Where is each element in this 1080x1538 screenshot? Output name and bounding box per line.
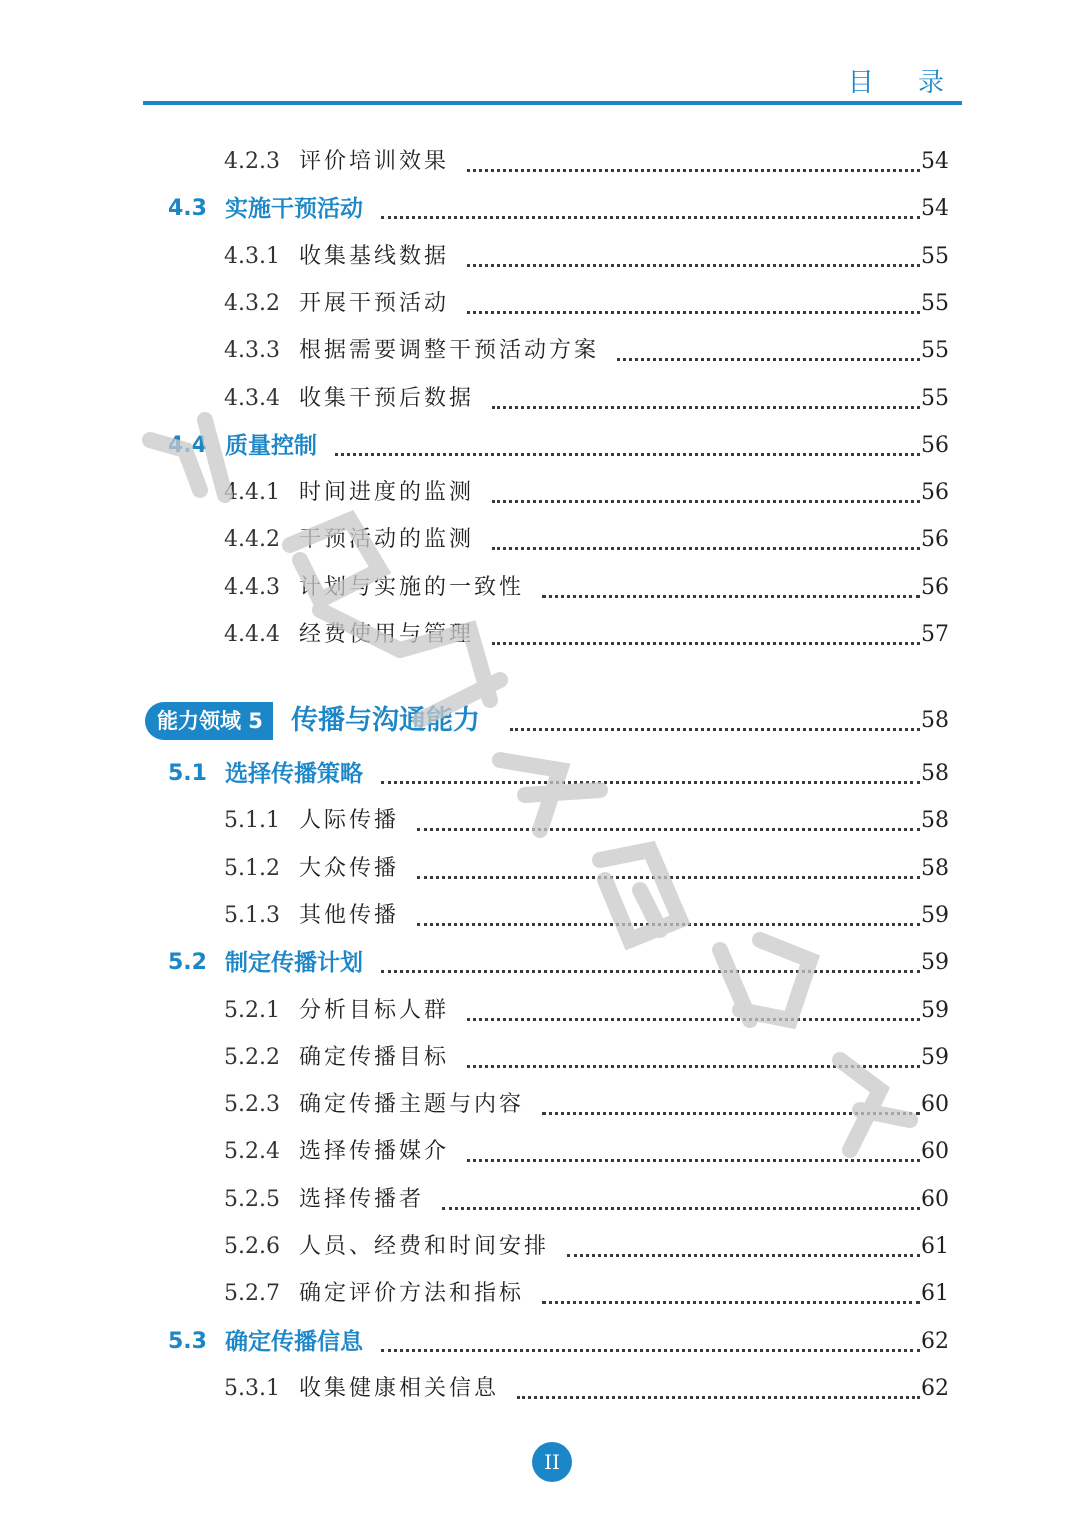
entry-title: 确定传播主题与内容 bbox=[299, 1092, 525, 1118]
entry-title: 干预活动的监测 bbox=[299, 527, 475, 553]
entry-number: 5.2.4 bbox=[224, 1139, 280, 1165]
entry-page: 57 bbox=[921, 622, 949, 647]
entry-page: 58 bbox=[921, 808, 949, 834]
entry-number: 4.3 bbox=[168, 196, 207, 222]
subsection-entry[interactable] bbox=[0, 520, 1080, 560]
entry-title: 人际传播 bbox=[299, 808, 400, 834]
entry-title: 开展干预活动 bbox=[299, 290, 450, 316]
subsection-entry[interactable] bbox=[0, 1180, 1080, 1220]
entry-number: 5.2.2 bbox=[224, 1044, 280, 1070]
entry-title: 收集健康相关信息 bbox=[299, 1375, 500, 1401]
entry-title: 选择传播者 bbox=[299, 1186, 425, 1212]
entry-number: 5.3.1 bbox=[224, 1375, 280, 1401]
dot-leader bbox=[417, 923, 920, 926]
entry-number: 5.1.2 bbox=[224, 855, 280, 881]
dot-leader bbox=[335, 453, 920, 456]
entry-number: 5.2.7 bbox=[224, 1281, 280, 1307]
dot-leader bbox=[381, 970, 920, 973]
dot-leader bbox=[492, 406, 920, 409]
subsection-entry[interactable] bbox=[0, 1227, 1080, 1267]
entry-number: 5.2.6 bbox=[224, 1234, 280, 1259]
entry-page: 59 bbox=[921, 997, 949, 1023]
entry-page: 54 bbox=[921, 149, 949, 174]
chapter-title: 传播与沟通能力 bbox=[291, 705, 480, 736]
entry-page: 54 bbox=[921, 196, 949, 222]
entry-number: 4.4.2 bbox=[224, 527, 280, 553]
chapter-page: 58 bbox=[921, 708, 949, 733]
entry-title: 确定评价方法和指标 bbox=[299, 1281, 525, 1307]
chapter-entry[interactable] bbox=[0, 700, 1080, 746]
dot-leader bbox=[492, 500, 920, 503]
subsection-entry[interactable] bbox=[0, 568, 1080, 608]
entry-title: 收集干预后数据 bbox=[299, 385, 475, 411]
entry-title: 评价培训效果 bbox=[299, 149, 450, 174]
dot-leader bbox=[510, 728, 920, 731]
entry-title: 其他传播 bbox=[299, 902, 400, 928]
entry-page: 55 bbox=[921, 385, 949, 411]
entry-title: 根据需要调整干预活动方案 bbox=[299, 338, 600, 364]
entry-title: 制定传播计划 bbox=[225, 950, 363, 977]
subsection-entry[interactable] bbox=[0, 615, 1080, 655]
dot-leader bbox=[542, 595, 920, 598]
entry-page: 61 bbox=[921, 1281, 949, 1307]
entry-title: 大众传播 bbox=[299, 855, 400, 881]
chapter-badge: 能力领域 5 bbox=[145, 702, 273, 740]
subsection-entry[interactable] bbox=[0, 1085, 1080, 1125]
subsection-entry[interactable] bbox=[0, 379, 1080, 419]
entry-page: 56 bbox=[921, 480, 949, 506]
entry-number: 4.4.1 bbox=[224, 480, 280, 506]
dot-leader bbox=[381, 216, 920, 219]
entry-page: 56 bbox=[921, 574, 949, 600]
entry-number: 5.1 bbox=[168, 761, 207, 786]
subsection-entry[interactable] bbox=[0, 1132, 1080, 1172]
entry-page: 62 bbox=[921, 1328, 949, 1354]
entry-title: 收集基线数据 bbox=[299, 243, 450, 269]
dot-leader bbox=[417, 876, 920, 879]
dot-leader bbox=[517, 1396, 920, 1399]
subsection-entry[interactable] bbox=[0, 284, 1080, 324]
subsection-entry[interactable] bbox=[0, 142, 1080, 182]
entry-number: 4.2.3 bbox=[224, 149, 280, 174]
entry-number: 4.4.4 bbox=[224, 622, 280, 647]
entry-page: 62 bbox=[921, 1375, 949, 1401]
dot-leader bbox=[467, 1018, 920, 1021]
dot-leader bbox=[467, 264, 920, 267]
entry-title: 质量控制 bbox=[225, 432, 317, 459]
section-entry[interactable] bbox=[0, 754, 1080, 794]
subsection-entry[interactable] bbox=[0, 331, 1080, 371]
subsection-entry[interactable] bbox=[0, 237, 1080, 277]
dot-leader bbox=[567, 1254, 920, 1257]
dot-leader bbox=[542, 1301, 920, 1304]
entry-number: 4.4.3 bbox=[224, 574, 280, 600]
subsection-entry[interactable] bbox=[0, 849, 1080, 889]
entry-title: 确定传播目标 bbox=[299, 1044, 450, 1070]
dot-leader bbox=[442, 1207, 920, 1210]
entry-number: 5.2.1 bbox=[224, 997, 280, 1023]
entry-number: 4.3.4 bbox=[224, 385, 280, 411]
entry-number: 5.2.5 bbox=[224, 1186, 280, 1212]
dot-leader bbox=[467, 169, 920, 172]
entry-page: 59 bbox=[921, 950, 949, 976]
entry-page: 55 bbox=[921, 338, 949, 364]
entry-page: 58 bbox=[921, 855, 949, 881]
entry-number: 5.2 bbox=[168, 950, 207, 976]
entry-title: 实施干预活动 bbox=[225, 196, 363, 223]
entry-title: 人员、经费和时间安排 bbox=[299, 1234, 550, 1259]
entry-title: 选择传播媒介 bbox=[299, 1139, 450, 1165]
subsection-entry[interactable] bbox=[0, 1369, 1080, 1409]
subsection-entry[interactable] bbox=[0, 1274, 1080, 1314]
header-title: 目 录 bbox=[847, 68, 962, 98]
entry-page: 61 bbox=[921, 1234, 949, 1259]
entry-page: 59 bbox=[921, 1044, 949, 1070]
entry-number: 5.1.1 bbox=[224, 808, 280, 834]
entry-number: 4.3.3 bbox=[224, 338, 280, 364]
entry-page: 60 bbox=[921, 1186, 949, 1212]
dot-leader bbox=[492, 642, 920, 645]
subsection-entry[interactable] bbox=[0, 991, 1080, 1031]
entry-page: 55 bbox=[921, 243, 949, 269]
entry-page: 58 bbox=[921, 761, 949, 786]
dot-leader bbox=[467, 1065, 920, 1068]
subsection-entry[interactable] bbox=[0, 801, 1080, 841]
section-entry[interactable] bbox=[0, 1322, 1080, 1362]
section-entry[interactable] bbox=[0, 943, 1080, 983]
entry-title: 经费使用与管理 bbox=[299, 622, 475, 647]
dot-leader bbox=[467, 1159, 920, 1162]
page-number: II bbox=[532, 1442, 572, 1482]
entry-page: 55 bbox=[921, 290, 949, 316]
entry-page: 56 bbox=[921, 432, 949, 458]
dot-leader bbox=[492, 547, 920, 550]
entry-page: 60 bbox=[921, 1139, 949, 1165]
entry-title: 分析目标人群 bbox=[299, 997, 450, 1023]
entry-title: 确定传播信息 bbox=[225, 1328, 363, 1355]
dot-leader bbox=[417, 828, 920, 831]
entry-title: 计划与实施的一致性 bbox=[299, 574, 525, 600]
entry-title: 选择传播策略 bbox=[225, 761, 363, 787]
entry-page: 59 bbox=[921, 902, 949, 928]
entry-number: 5.3 bbox=[168, 1328, 207, 1354]
entry-number: 4.4 bbox=[168, 432, 207, 458]
subsection-entry[interactable] bbox=[0, 473, 1080, 513]
entry-number: 5.2.3 bbox=[224, 1092, 280, 1118]
dot-leader bbox=[542, 1112, 920, 1115]
entry-number: 4.3.1 bbox=[224, 243, 280, 269]
dot-leader bbox=[467, 311, 920, 314]
header-rule bbox=[143, 101, 962, 105]
entry-page: 60 bbox=[921, 1092, 949, 1118]
section-entry[interactable] bbox=[0, 189, 1080, 229]
subsection-entry[interactable] bbox=[0, 896, 1080, 936]
subsection-entry[interactable] bbox=[0, 1038, 1080, 1078]
dot-leader bbox=[381, 1349, 920, 1352]
entry-page: 56 bbox=[921, 527, 949, 553]
entry-number: 4.3.2 bbox=[224, 290, 280, 316]
section-entry[interactable] bbox=[0, 426, 1080, 466]
dot-leader bbox=[381, 781, 920, 784]
entry-number: 5.1.3 bbox=[224, 902, 280, 928]
dot-leader bbox=[617, 358, 920, 361]
entry-title: 时间进度的监测 bbox=[299, 480, 475, 506]
